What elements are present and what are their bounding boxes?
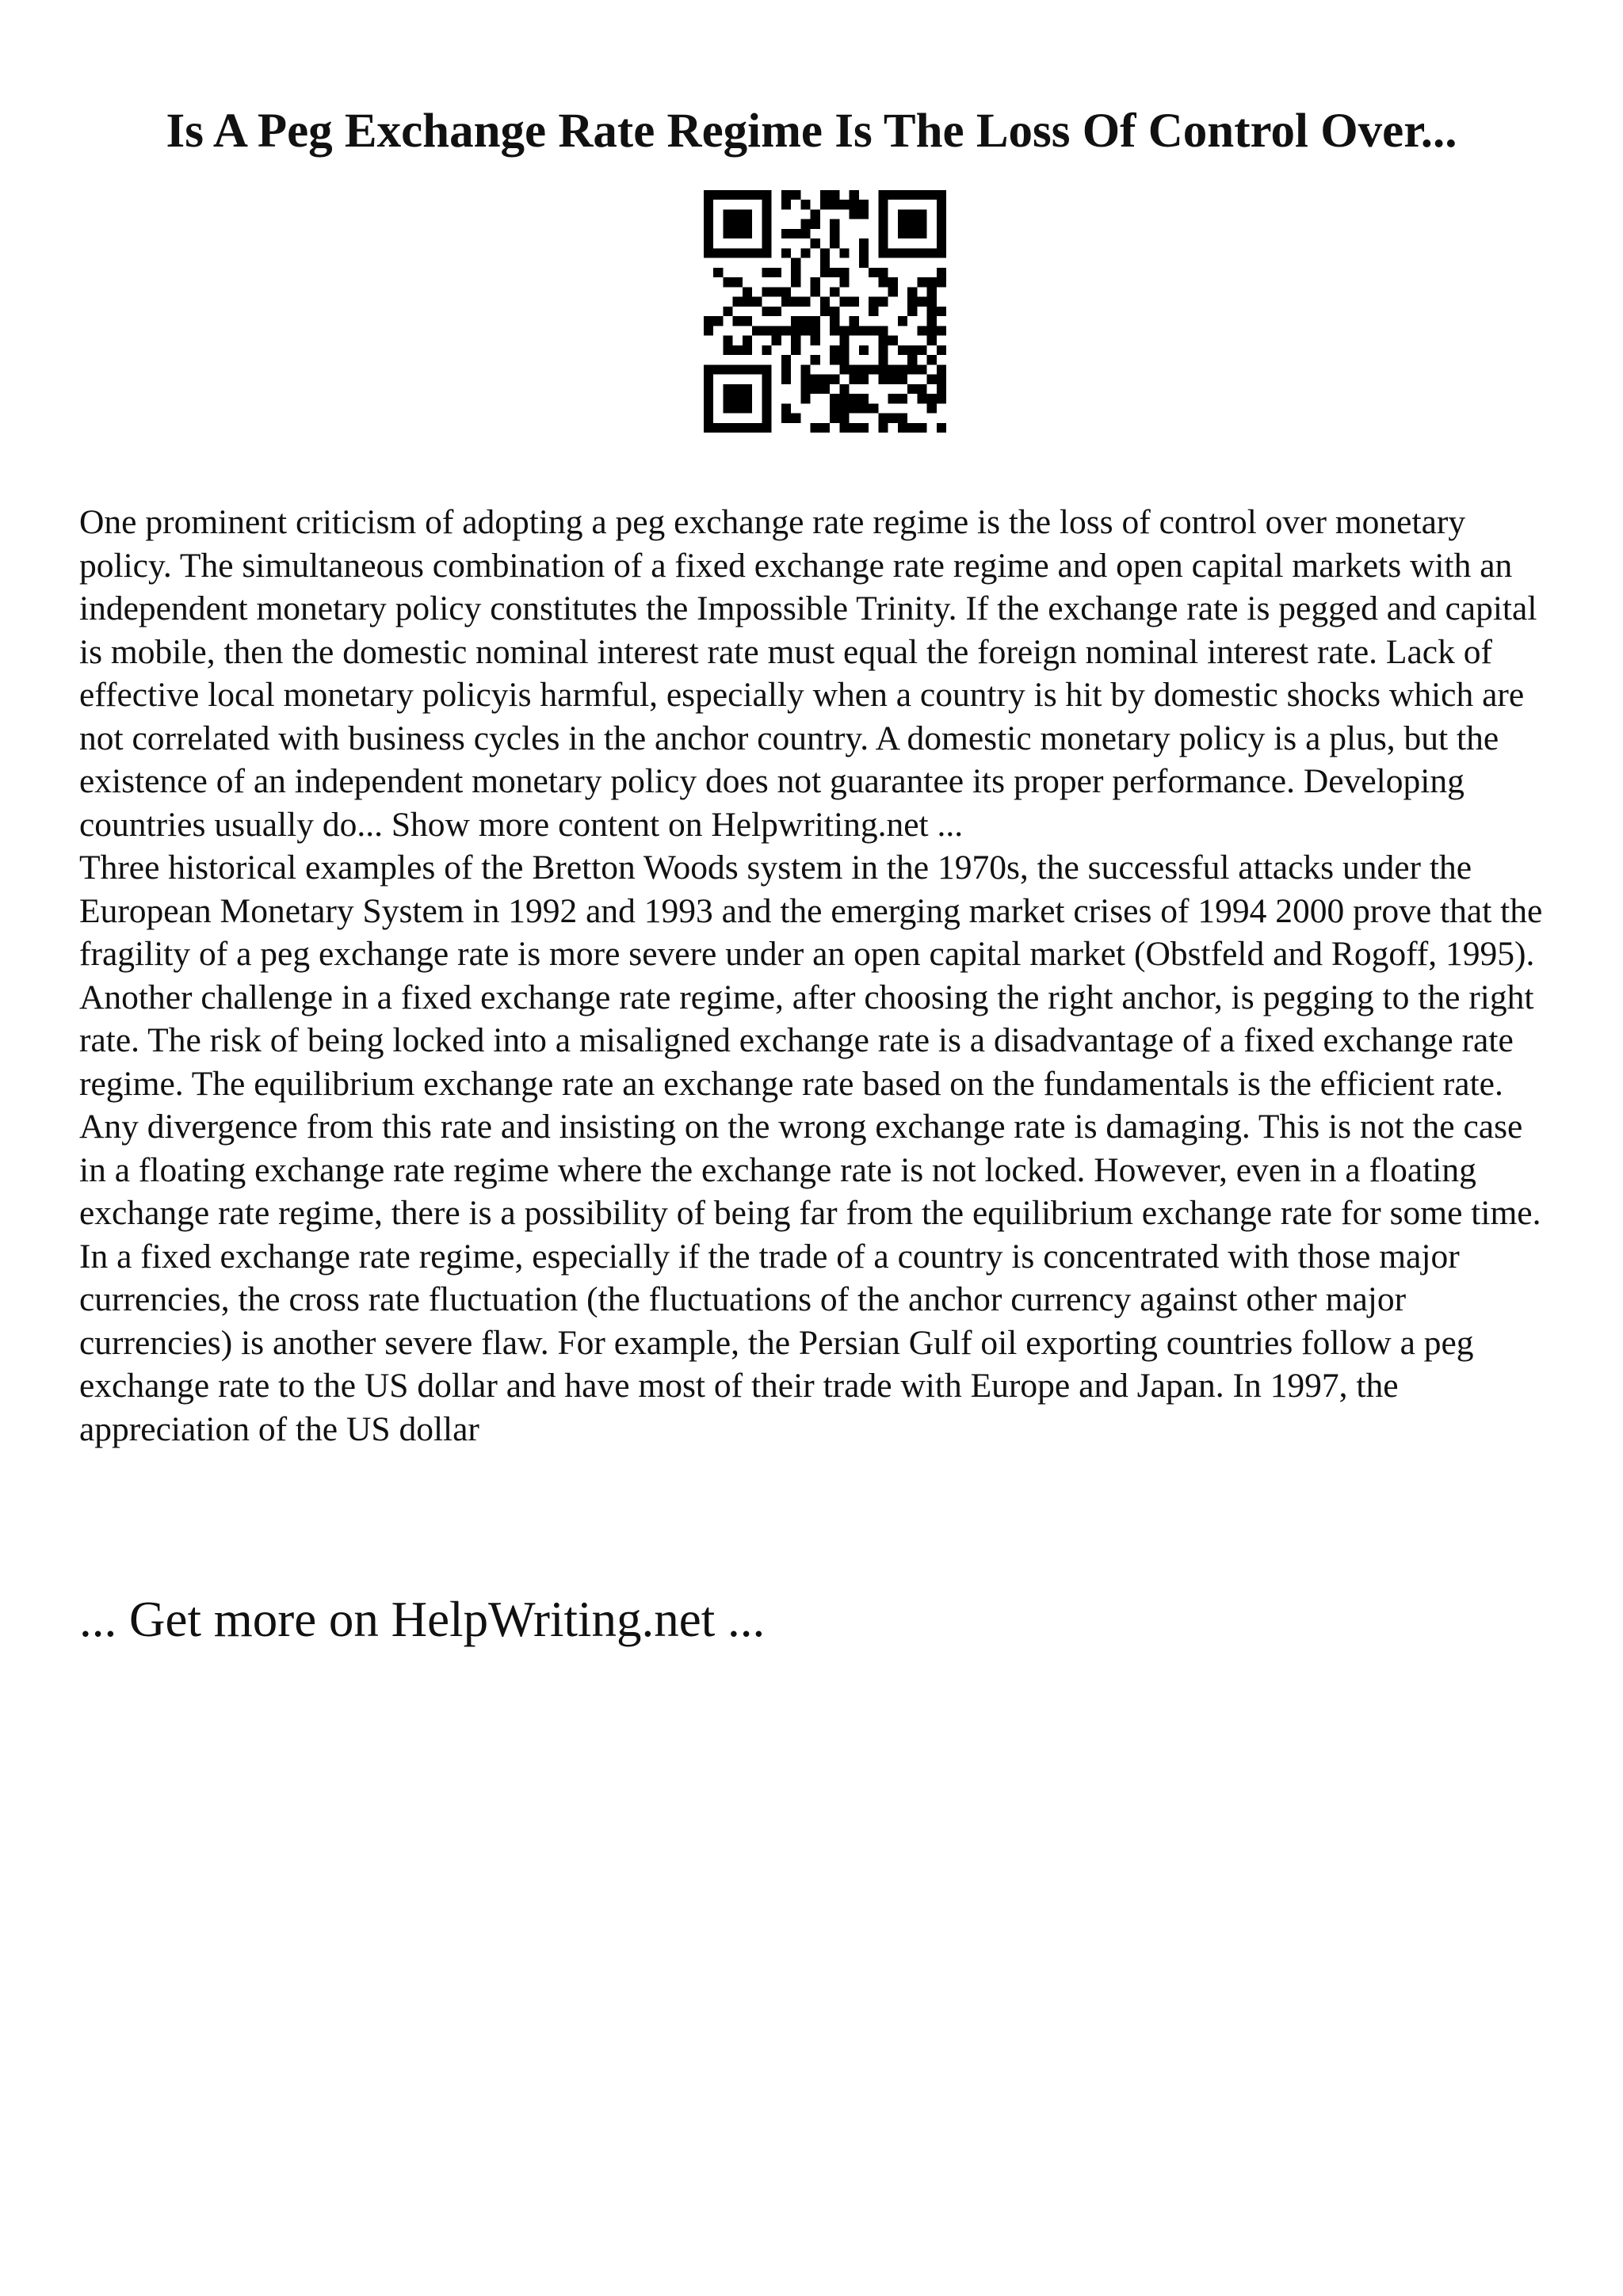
get-more-link[interactable]: ... Get more on HelpWriting.net ...: [79, 1592, 766, 1647]
article-body: [79, 501, 1553, 1451]
paragraph: Three historical examples of the Bretton Woods system in the 1970s, the successful attacks under the European Monetary System in 1992 and 1993 and the emerging market crises of 1994 2000 prove that the fragility of a peg exchange rate is more severe under an open capital market (Obstfeld and Rogoff, 1995). Another challenge in a fixed exchange rate regime, after choosing the right anchor, is pegging to the right rate. The risk of being locked into a misaligned exchange rate is a disadvantage of a fixed exchange rate regime. The equilibrium exchange rate an exchange rate based on the fundamentals is the efficient rate. Any divergence from this rate and insisting on the wrong exchange rate is damaging. This is not the case in a floating exchange rate regime where the exchange rate is not locked. However, even in a floating exchange rate regime, there is a possibility of being far from the equilibrium exchange rate for some time. In a fixed exchange rate regime, especially if the trade of a country is concentrated with those major currencies, the cross rate fluctuation (the fluctuations of the anchor currency against other major currencies) is another severe flaw. For example, the Persian Gulf oil exporting countries follow a peg exchange rate to the US dollar and have most of their trade with Europe and Japan. In 1997, the appreciation of the US dollar: [79, 849, 1543, 1448]
document-title: Is A Peg Exchange Rate Regime Is The Loss Of Control Over...: [166, 105, 1457, 158]
paragraph: One prominent criticism of adopting a peg exchange rate regime is the loss of control over monetary policy. The simultaneous combination of a fixed exchange rate regime and open capital markets with an independent monetary policy constitutes the Impossible Trinity. If the exchange rate is pegged and capital is mobile, then the domestic nominal interest rate must equal the foreign nominal interest rate. Lack of effective local monetary policyis harmful, especially when a country is hit by domestic shocks which are not correlated with business cycles in the anchor country. A domestic monetary policy is a plus, but the existence of an independent monetary policy does not guarantee its proper performance. Developing countries usually do... Show more content on Helpwriting.net ...: [79, 503, 1537, 844]
qr-code-icon: [704, 190, 946, 433]
